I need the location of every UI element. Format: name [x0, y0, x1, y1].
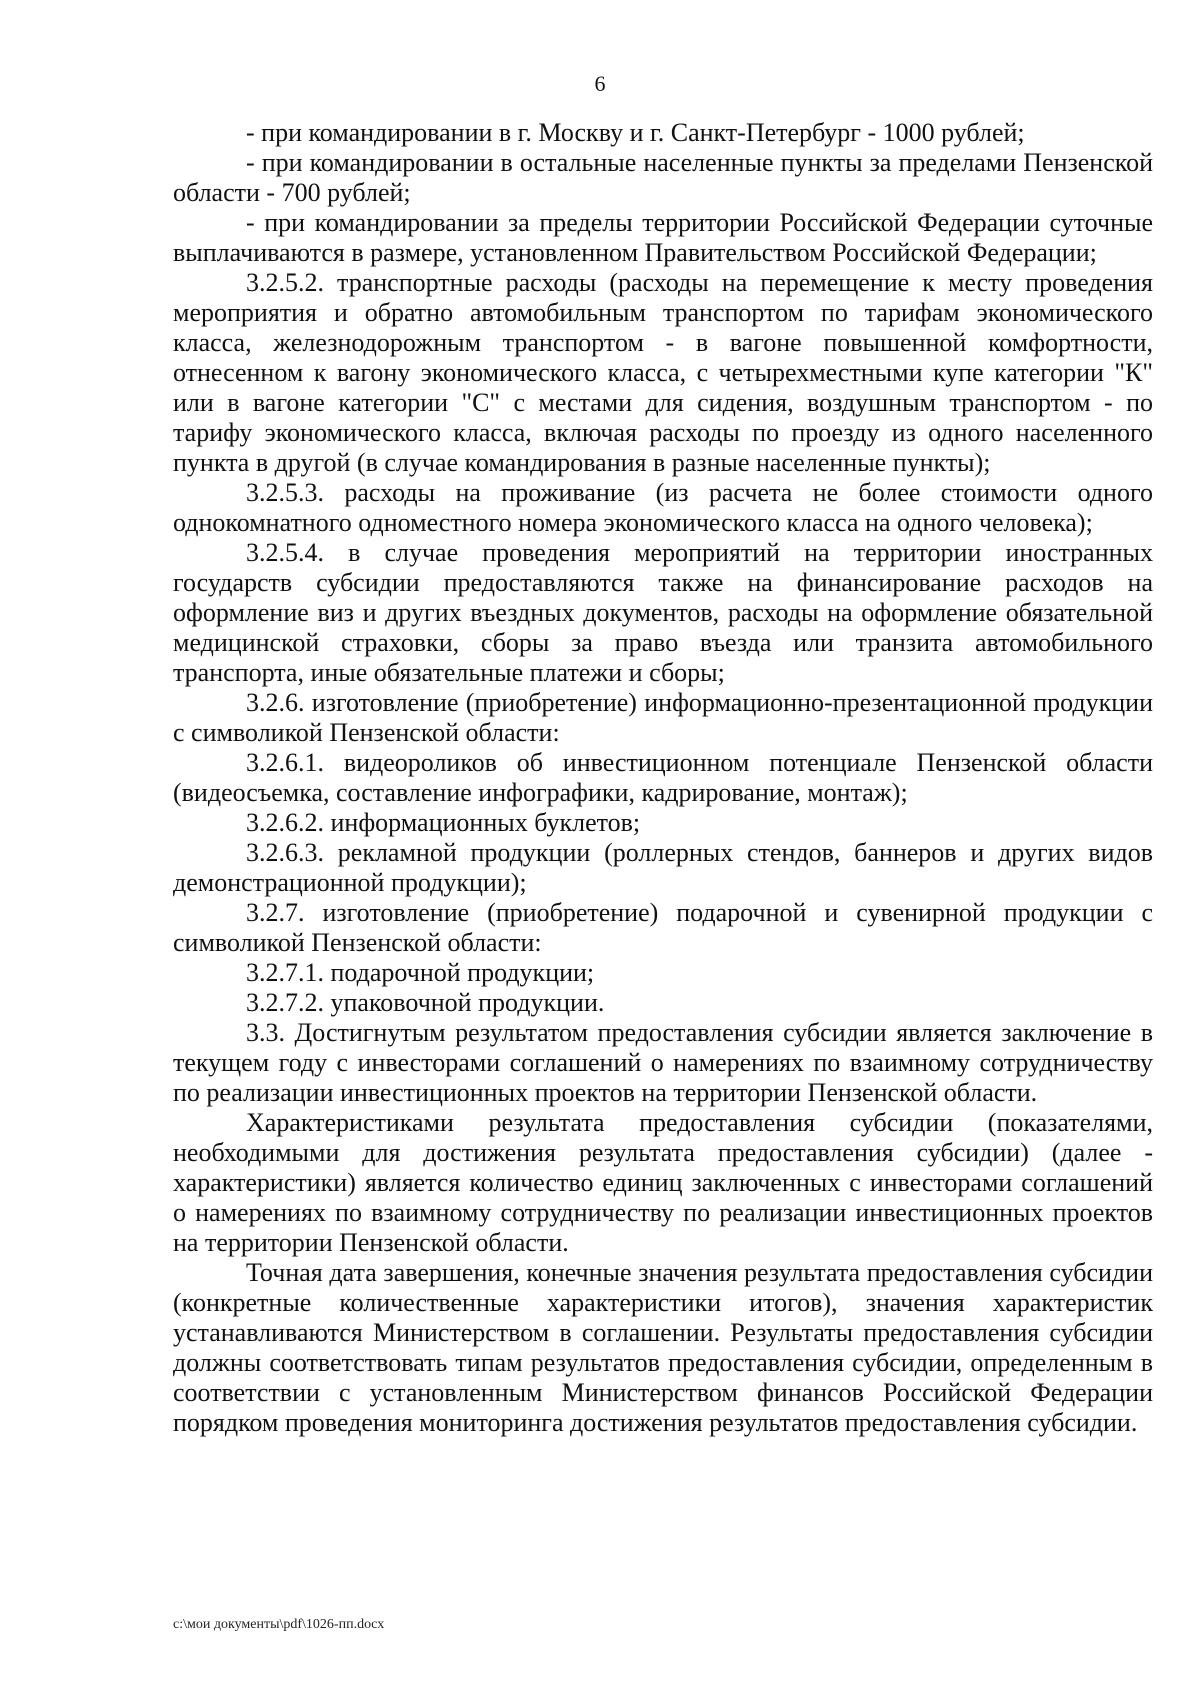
paragraph-3-2-5-2: 3.2.5.2. транспортные расходы (расходы на перемещение к месту проведения мероприятия и обратно автомобильным транспортом по тарифам экономического класса, железнодорожным транспортом - в вагоне повышенной комфортности, отнесенном к вагону экономического класса, с четырехместными купе категории "К" или в вагоне категории "С" с местами для сидения, воздушным транспортом - по тарифу экономического класса, включая расходы по проезду из одного населенного пункта в другой (в случае командирования в разные населенные пункты); [173, 268, 1153, 477]
paragraph-per-diem-abroad: - при командировании за пределы территории Российской Федерации суточные выплачиваются в размере, установленном Правительством Российской Федерации; [173, 208, 1153, 267]
paragraph-3-2-7-2: 3.2.7.2. упаковочной продукции. [246, 988, 605, 1017]
paragraph-per-diem-other: - при командировании в остальные населенные пункты за пределами Пензенской области - 700 рублей; [173, 148, 1153, 207]
paragraph-completion-date: Точная дата завершения, конечные значения результата предоставления субсидии (конкретные количественные характеристики итогов), значения характеристик устанавливаются Министерством в соглашении. Результаты предоставления субсидии должны соответствовать типам результатов предоставления субсидии, определенным в соответствии с установленным Министерством финансов Российской Федерации порядком проведения мониторинга достижения результатов предоставления субсидии. [173, 1258, 1153, 1437]
paragraph-3-2-6-2: 3.2.6.2. информационных буклетов; [246, 808, 641, 837]
document-body [173, 118, 1153, 1438]
paragraph-3-2-6: 3.2.6. изготовление (приобретение) информационно-презентационной продукции с символикой Пензенской области: [173, 688, 1153, 747]
paragraph-3-3: 3.3. Достигнутым результатом предоставления субсидии является заключение в текущем году с инвесторами соглашений о намерениях по взаимному сотрудничеству по реализации инвестиционных проектов на территории Пензенской области. [173, 1018, 1153, 1107]
paragraph-3-2-7: 3.2.7. изготовление (приобретение) подарочной и сувенирной продукции с символикой Пензенской области: [173, 898, 1153, 957]
paragraph-3-2-6-3: 3.2.6.3. рекламной продукции (роллерных стендов, баннеров и других видов демонстрационной продукции); [173, 838, 1153, 897]
paragraph-3-2-5-3: 3.2.5.3. расходы на проживание (из расчета не более стоимости одного однокомнатного одноместного номера экономического класса на одного человека); [173, 478, 1153, 537]
paragraph-characteristics: Характеристиками результата предоставления субсидии (показателями, необходимыми для достижения результата предоставления субсидии) (далее - характеристики) является количество единиц заключенных с инвесторами соглашений о намерениях по взаимному сотрудничеству по реализации инвестиционных проектов на территории Пензенской области. [173, 1108, 1153, 1257]
paragraph-3-2-7-1: 3.2.7.1. подарочной продукции; [246, 958, 595, 987]
footer-file-path: c:\мои документы\pdf\1026-пп.docx [173, 1617, 385, 1632]
paragraph-3-2-6-1: 3.2.6.1. видеороликов об инвестиционном потенциале Пензенской области (видеосъемка, составление инфографики, кадрирование, монтаж); [173, 748, 1153, 807]
paragraph-3-2-5-4: 3.2.5.4. в случае проведения мероприятий на территории иностранных государств субсидии предоставляются также на финансирование расходов на оформление виз и других въездных документов, расходы на оформление обязательной медицинской страховки, сборы за право въезда или транзита автомобильного транспорта, иные обязательные платежи и сборы; [173, 538, 1153, 687]
page-number: 6 [594, 71, 606, 96]
paragraph-per-diem-moscow: - при командировании в г. Москву и г. Санкт-Петербург - 1000 рублей; [246, 118, 1025, 147]
